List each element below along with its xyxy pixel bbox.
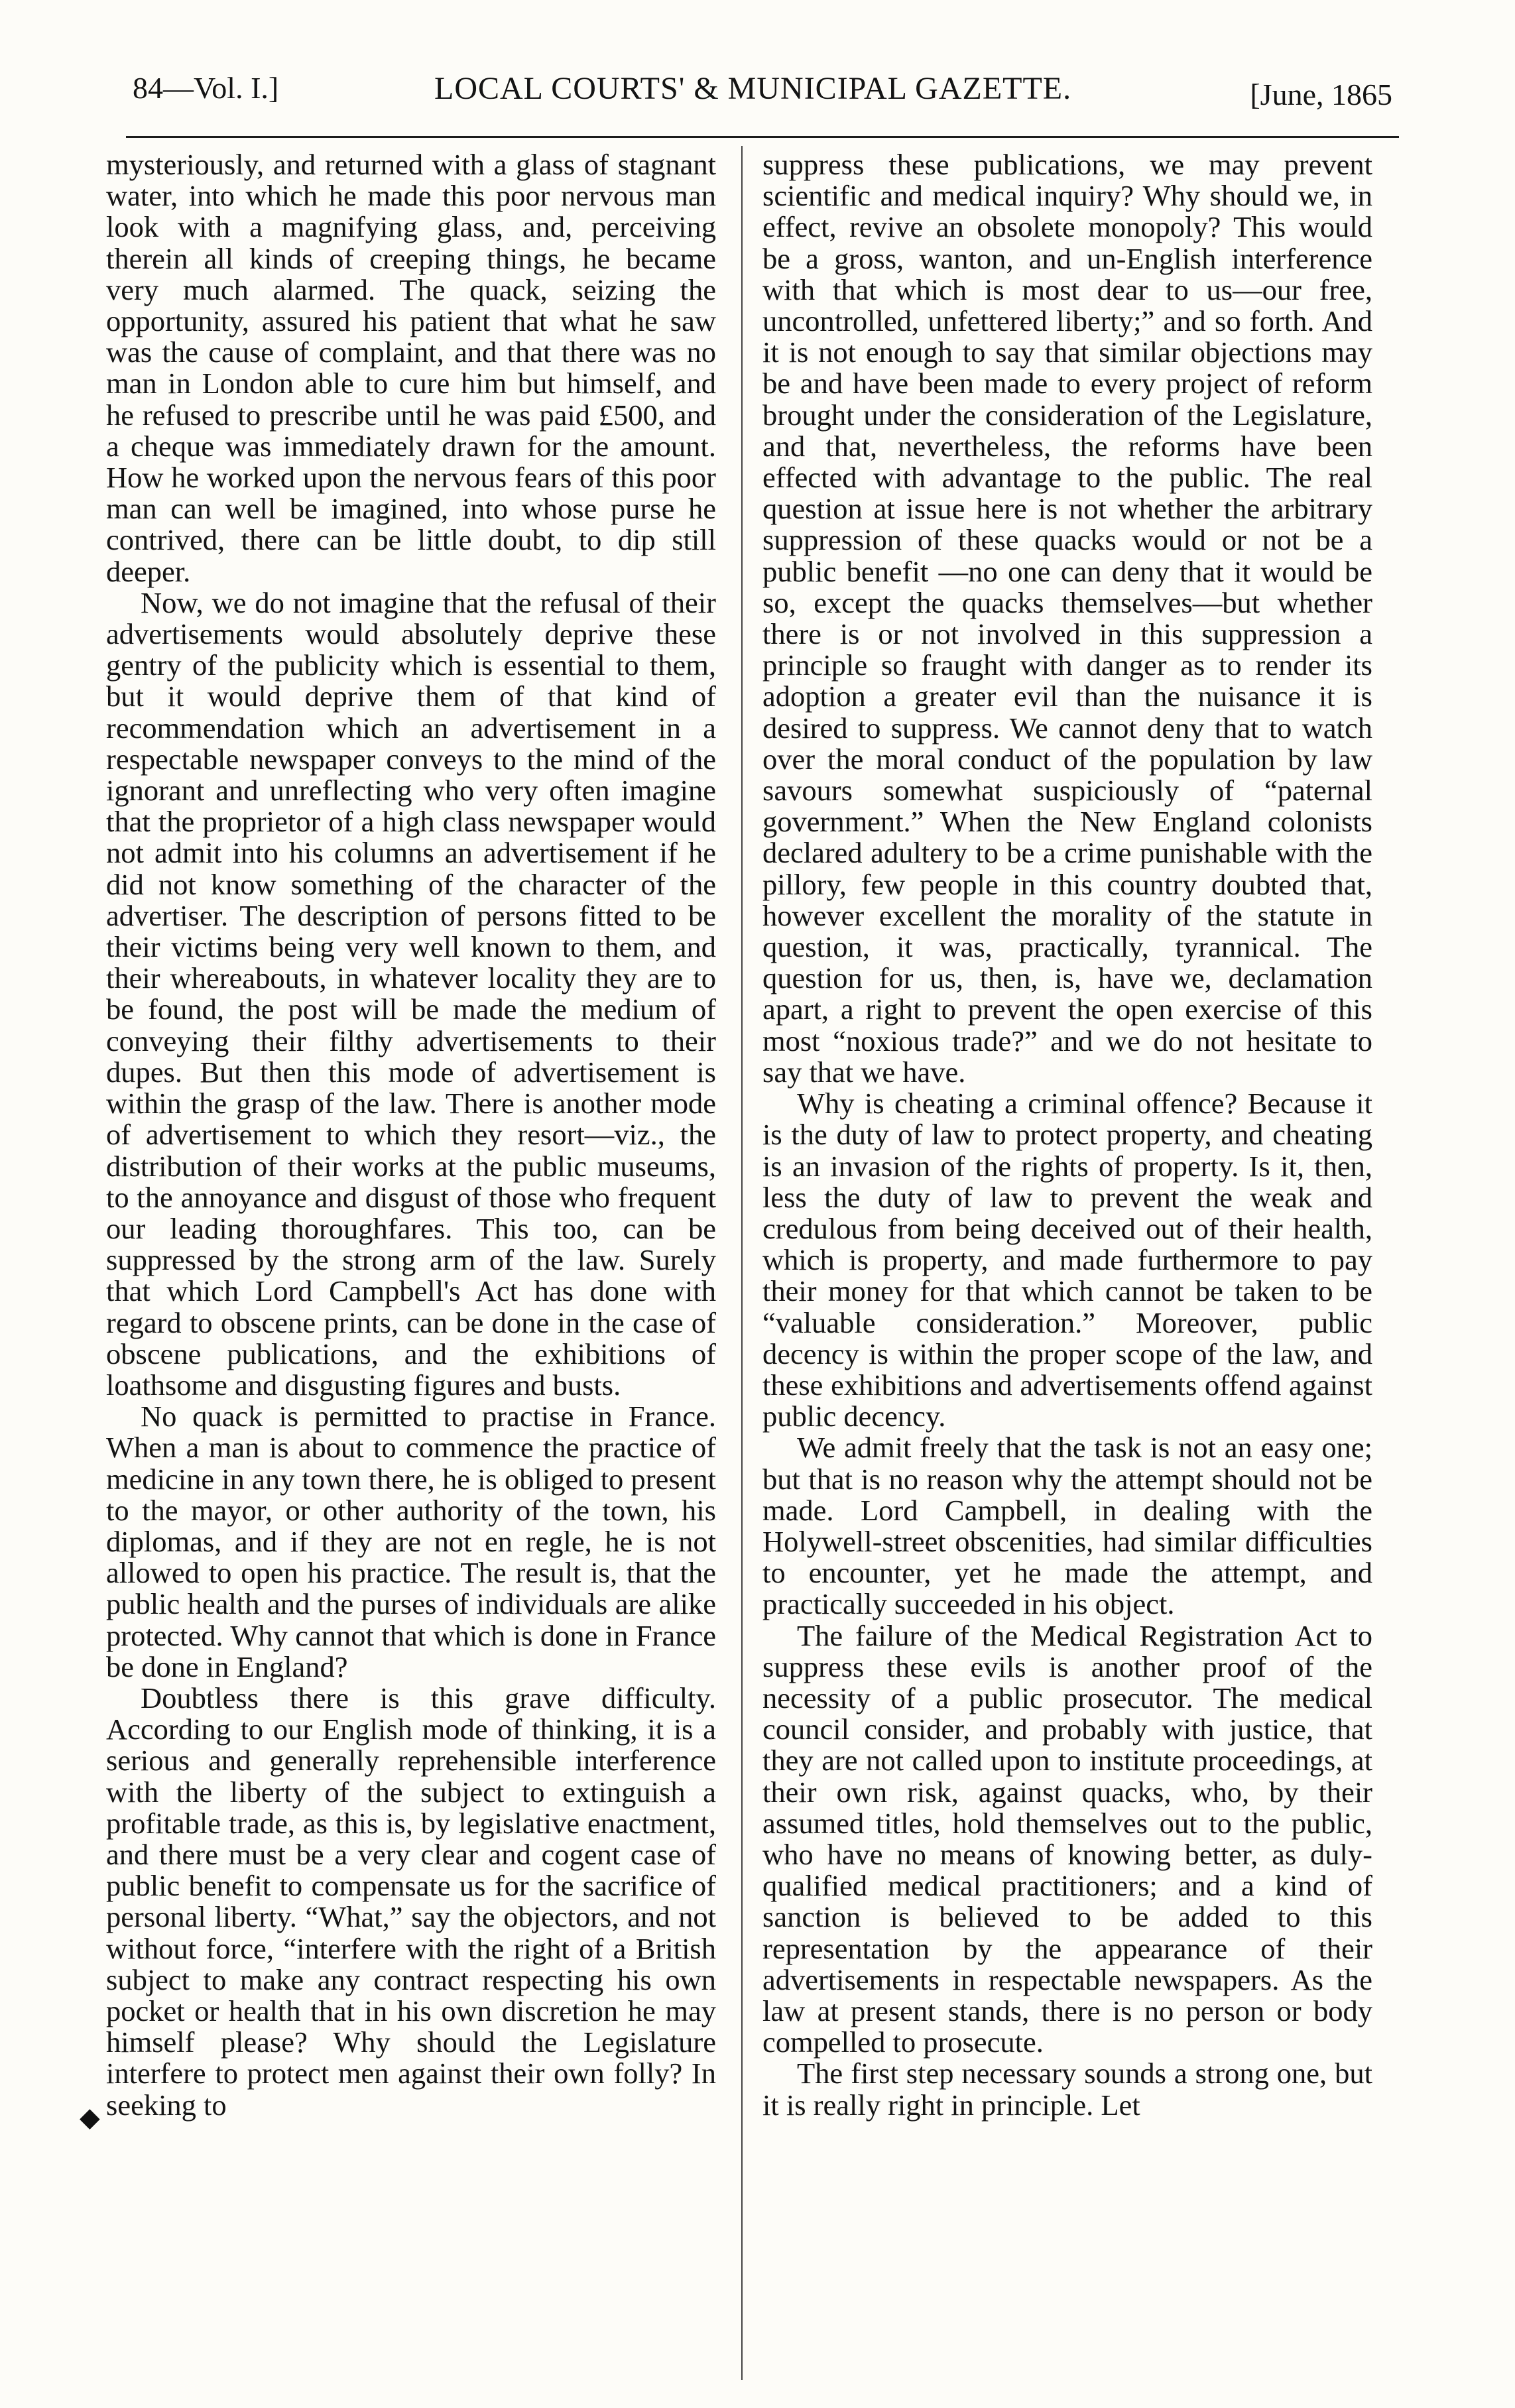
paragraph: mysteriously, and returned with a glass of stagnant water, into which he made this poor nervous man look with a magnifying glass, and, perceiving therein all kinds of creeping things, he became very much alarmed. The quack, seizing the opportunity, assured his patient that what he saw was the cause of complaint, and that there was no man in London able to cure him but himself, and he refused to prescribe until he was paid £500, and a cheque was immediately drawn for the amount. How he worked upon the nervous fears of this poor man can well be imagined, into whose purse he contrived, there can be little doubt, to dip still deeper. xyxy=(106,149,716,588)
paragraph: suppress these publications, we may prevent scientific and medical inquiry? Why should we, in effect, revive an obsolete monopoly? This would be a gross, wanton, and un-English interference with that which is most dear to us—our free, uncontrolled, unfettered liberty;” and so forth. And it is not enough to say that similar objections may be and have been made to every project of reform brought under the consideration of the Legislature, and that, nevertheless, the reforms have been effected with advantage to the public. The real question at issue here is not whether the arbitrary suppression of these quacks would or not be a public benefit —no one can deny that it would be so, except the quacks themselves—but whether there is or not involved in this suppression a principle so fraught with danger as to render its adoption a greater evil than the nuisance it is desired to suppress. We cannot deny that to watch over the moral conduct of the population by law savours somewhat suspiciously of “paternal government.” When the New England colonists declared adultery to be a crime punishable with the pillory, few people in this country doubted that, however excellent the morality of the statute in question, it was, practically, tyrannical. The question for us, then, is, have we, declamation apart, a right to prevent the open exercise of this most “noxious trade?” and we do not hesitate to say that we have. xyxy=(762,149,1372,1089)
paragraph: Now, we do not imagine that the refusal of their advertisements would absolutely deprive these gentry of the publicity which is essential to them, but it would deprive them of that kind of recommendation which an advertisement in a respectable newspaper conveys to the mind of the ignorant and unreflecting who very often imagine that the proprietor of a high class newspaper would not admit into his columns an advertisement if he did not know something of the character of the advertiser. The description of persons fitted to be their victims being very well known to them, and their whereabouts, in whatever locality they are to be found, the post will be made the medium of conveying their filthy advertisements to their dupes. But then this mode of advertisement is within the grasp of the law. There is another mode of advertisement to which they resort—viz., the distribution of their works at the public museums, to the annoyance and disgust of those who frequent our leading thoroughfares. This too, can be suppressed by the strong arm of the law. Surely that which Lord Campbell's Act has done with regard to obscene prints, can be done in the case of obscene publications, and the exhibitions of loathsome and disgusting figures and busts. xyxy=(106,585,716,1402)
paragraph: We admit freely that the task is not an easy one; but that is no reason why the attempt should not be made. Lord Campbell, in dealing with the Holywell-street obscenities, had similar difficulties to encounter, yet he made the attempt, and practically succeeded in his object. xyxy=(762,1431,1372,1621)
publication-title: LOCAL COURTS' & MUNICIPAL GAZETTE. xyxy=(434,71,1072,106)
left-column xyxy=(106,149,716,2357)
paragraph: The failure of the Medical Registration Act to suppress these evils is another proof of the necessity of a public prosecutor. The medical council consider, and probably with justice, that they are not called upon to institute proceedings, at their own risk, against quacks, who, by their assumed titles, hold themselves out to the public, who have no means of knowing better, as duly-qualified medical practitioners; and a kind of sanction is believed to be added to this representation by the appearance of their advertisements in respectable newspapers. As the law at present stands, there is no person or body compelled to prosecute. xyxy=(762,1618,1372,2059)
paragraph: The first step necessary sounds a strong one, but it is really right in principle. Let xyxy=(762,2057,1372,2122)
issue-date: [June, 1865 xyxy=(1250,78,1392,111)
header-rule xyxy=(126,136,1399,138)
column-divider xyxy=(741,146,743,2380)
right-column xyxy=(762,149,1372,2357)
page-volume-label: 84—Vol. I.] xyxy=(133,71,279,105)
margin-mark-icon: ◆ xyxy=(80,2102,100,2132)
running-header xyxy=(133,64,1392,123)
paragraph: No quack is permitted to practise in France. When a man is about to commence the practice of medicine in any town there, he is obliged to present to the mayor, or other authority of the town, his diplomas, and if they are not en regle, he is not allowed to open his practice. The result is, that the public health and the purses of individuals are alike protected. Why cannot that which is done in France be done in England? xyxy=(106,1400,716,1683)
paragraph: Why is cheating a criminal offence? Because it is the duty of law to protect property, and cheating is an invasion of the rights of property. Is it, then, less the duty of law to prevent the weak and credulous from being deceived out of their health, which is property, and made furthermore to pay their money for that which cannot be taken to be “valuable consideration.” Moreover, public decency is within the proper scope of the law, and these exhibitions and advertisements offend against public decency. xyxy=(762,1087,1372,1433)
paragraph: Doubtless there is this grave difficulty. According to our English mode of thinking, it is a serious and generally reprehensible interference with the liberty of the subject to extinguish a profitable trade, as this is, by legislative enactment, and there must be a very clear and cogent case of public benefit to compensate us for the sacrifice of personal liberty. “What,” say the objectors, and not without force, “interfere with the right of a British subject to make any contract respecting his own pocket or health that in his own discretion he may himself please? Why should the Legislature interfere to protect men against their own folly? In seeking to xyxy=(106,1681,716,2122)
